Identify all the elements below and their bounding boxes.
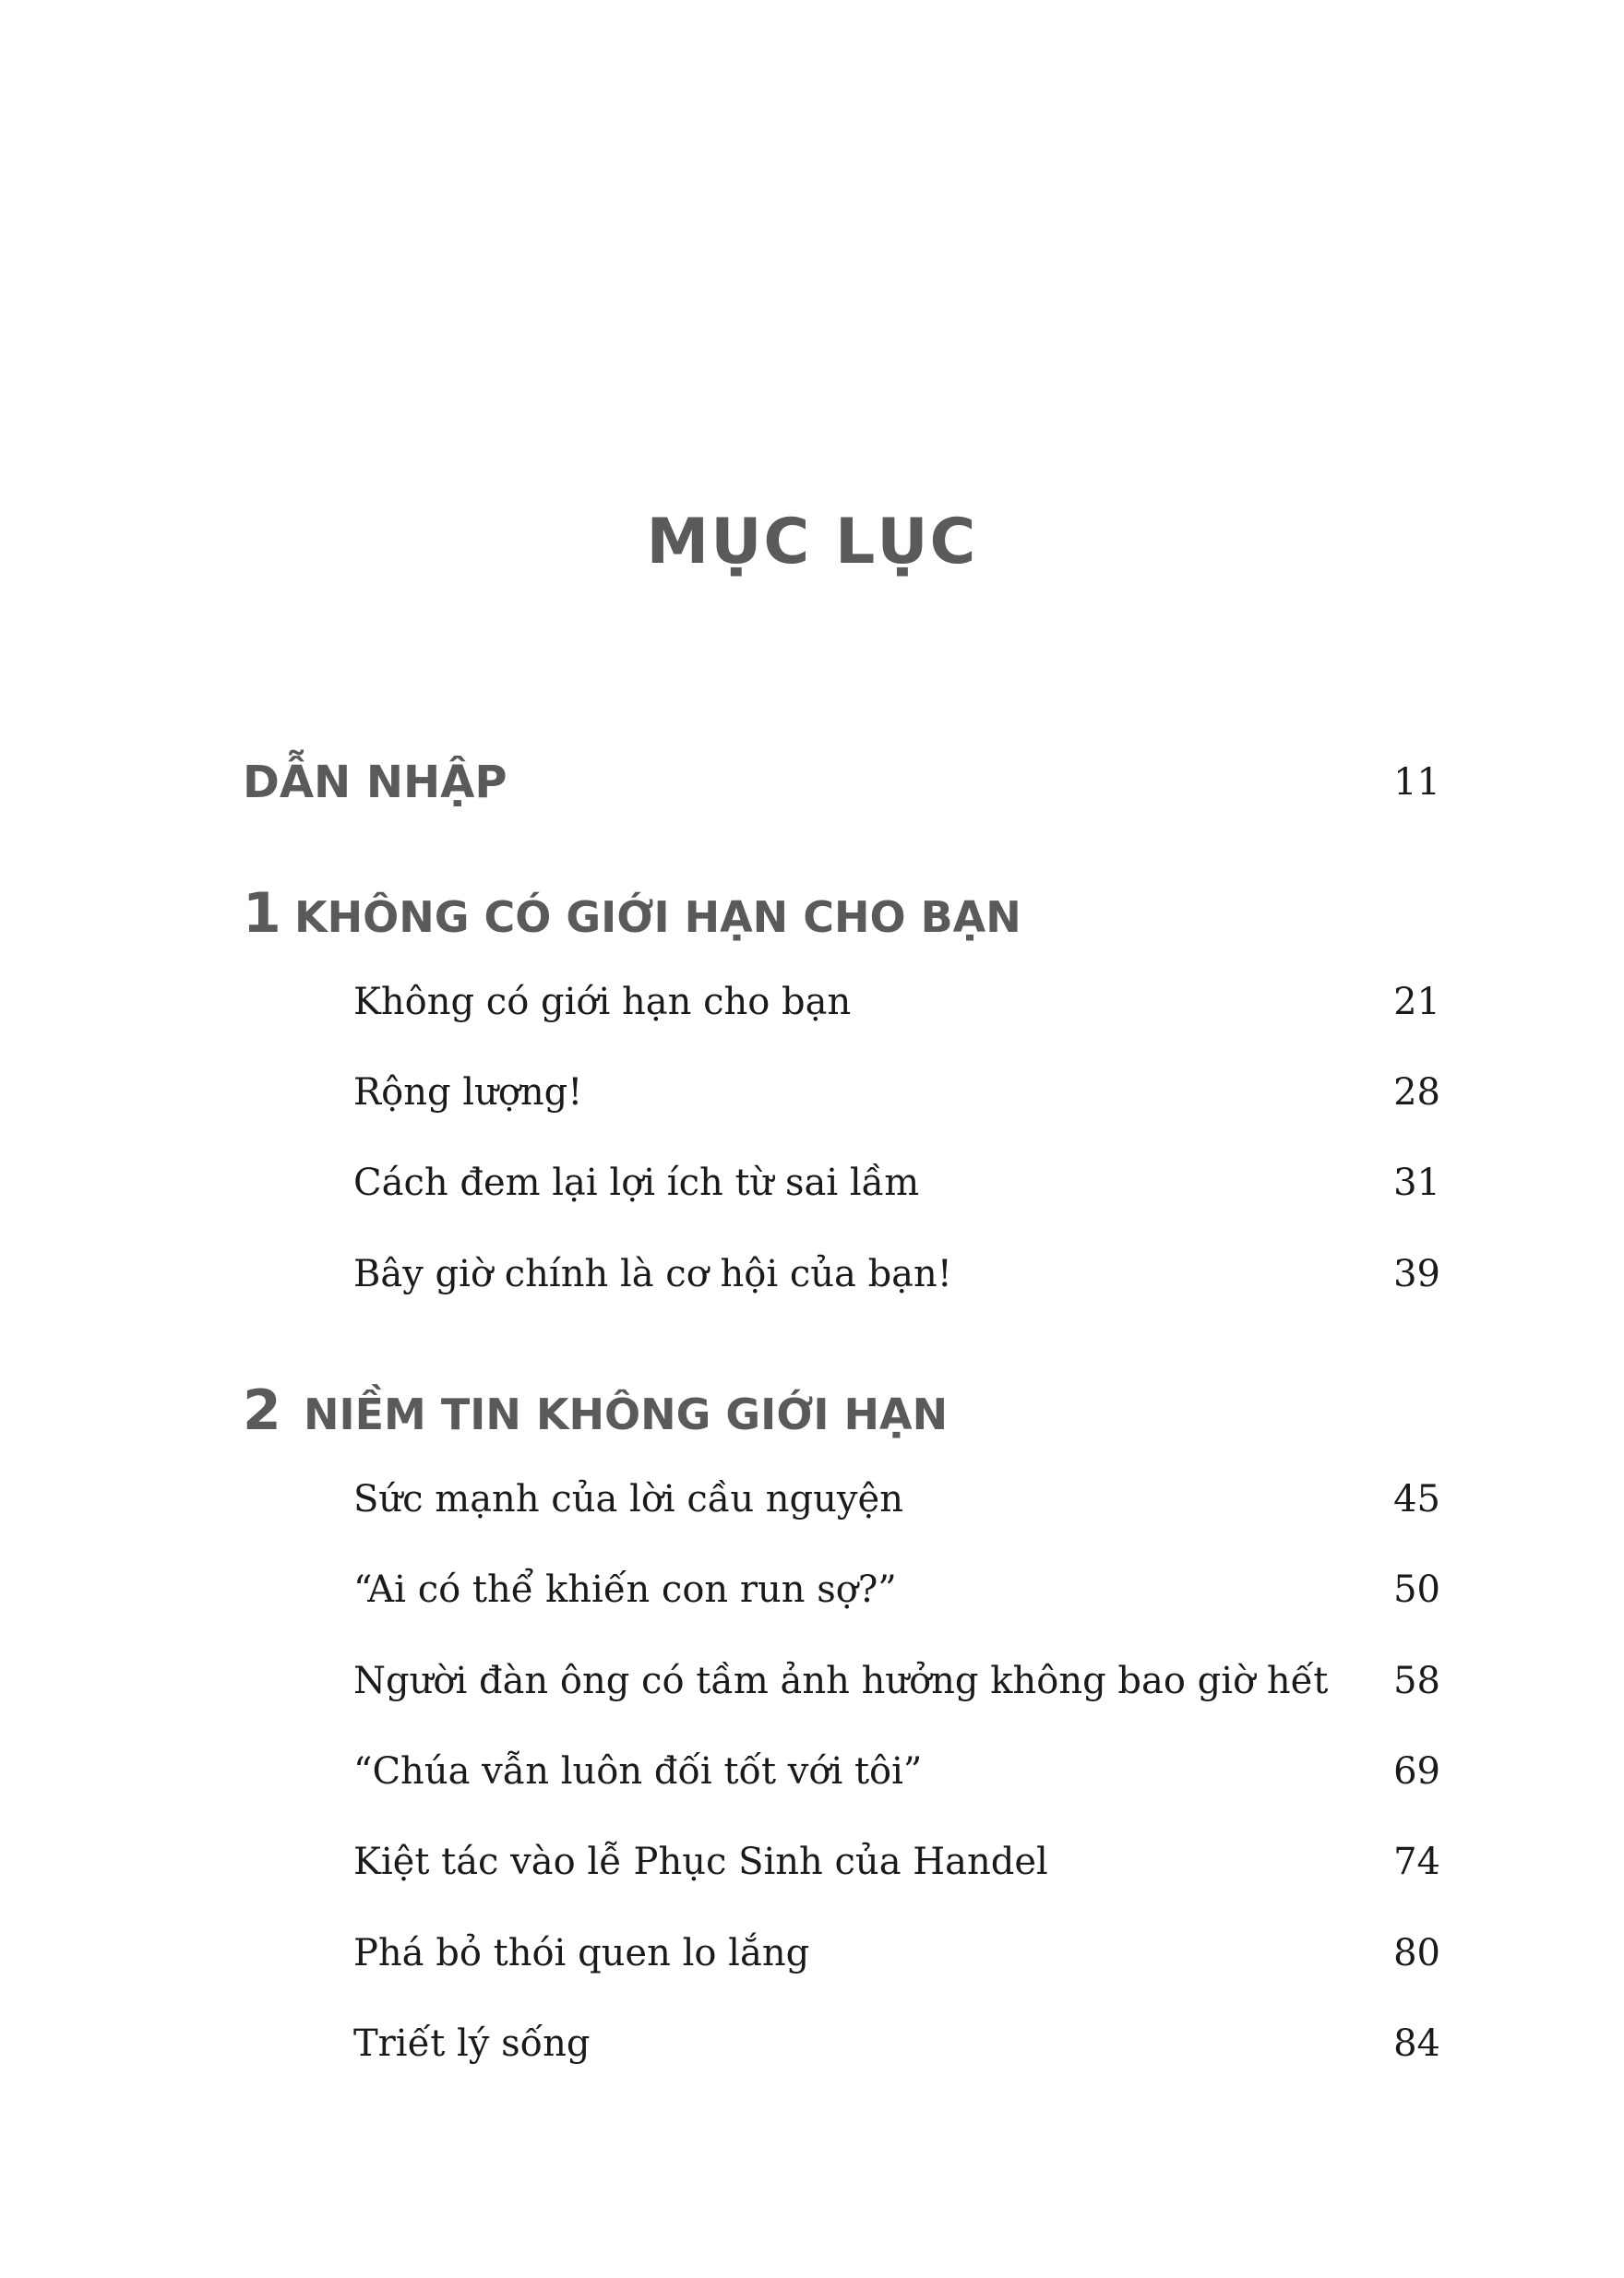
entry-page-number: 45: [1393, 1478, 1440, 1521]
entry-title: Phá bỏ thói quen lo lắng: [353, 1932, 810, 1974]
toc-entry[interactable]: [243, 1242, 1440, 1306]
toc-entry[interactable]: [243, 1649, 1440, 1713]
entry-title: “Chúa vẫn luôn đối tốt với tôi”: [353, 1750, 923, 1793]
entry-page-number: 69: [1393, 1750, 1440, 1793]
entry-title: Cách đem lại lợi ích từ sai lầm: [353, 1162, 920, 1204]
entry-title: Sức mạnh của lời cầu nguyện: [353, 1478, 903, 1521]
entry-title: Bây giờ chính là cơ hội của bạn!: [353, 1253, 952, 1295]
entry-page-number: 58: [1393, 1660, 1440, 1702]
toc-intro[interactable]: [243, 750, 1440, 815]
toc-entry[interactable]: [243, 970, 1440, 1034]
toc-entry[interactable]: [243, 1060, 1440, 1125]
entry-title: Kiệt tác vào lễ Phục Sinh của Handel: [353, 1841, 1048, 1883]
toc-entry[interactable]: [243, 1151, 1440, 1215]
toc-entry[interactable]: [243, 1830, 1440, 1894]
chapter-number: 1: [243, 881, 281, 946]
entry-title: Rộng lượng!: [353, 1071, 583, 1114]
entry-title: “Ai có thể khiến con run sợ?”: [353, 1568, 897, 1611]
entry-page-number: 39: [1393, 1253, 1440, 1295]
chapter-heading-1[interactable]: [243, 881, 1440, 946]
chapter-number: 2: [243, 1378, 281, 1443]
chapter-title: KHÔNG CÓ GIỚI HẠN CHO BẠN: [294, 892, 1021, 942]
intro-label: DẪN NHẬP: [243, 757, 508, 808]
page-title: MỤC LỤC: [646, 506, 978, 578]
entry-page-number: 74: [1393, 1841, 1440, 1883]
chapter-heading-2[interactable]: [243, 1378, 1440, 1443]
entry-page-number: 50: [1393, 1568, 1440, 1611]
entry-title: Triết lý sống: [353, 2022, 591, 2065]
entry-page-number: 28: [1393, 1071, 1440, 1114]
entry-title: Người đàn ông có tầm ảnh hưởng không bao giờ hết: [353, 1660, 1329, 1702]
toc-entry[interactable]: [243, 2011, 1440, 2076]
intro-page-number: 11: [1393, 761, 1440, 804]
entry-page-number: 21: [1393, 981, 1440, 1023]
entry-title: Không có giới hạn cho bạn: [353, 981, 852, 1023]
chapter-title: NIỀM TIN KHÔNG GIỚI HẠN: [304, 1389, 949, 1439]
toc-entry[interactable]: [243, 1557, 1440, 1622]
entry-page-number: 31: [1393, 1162, 1440, 1204]
toc-entry[interactable]: [243, 1739, 1440, 1804]
toc-entry[interactable]: [243, 1467, 1440, 1532]
toc-entry[interactable]: [243, 1921, 1440, 1986]
entry-page-number: 84: [1393, 2022, 1440, 2065]
entry-page-number: 80: [1393, 1932, 1440, 1974]
